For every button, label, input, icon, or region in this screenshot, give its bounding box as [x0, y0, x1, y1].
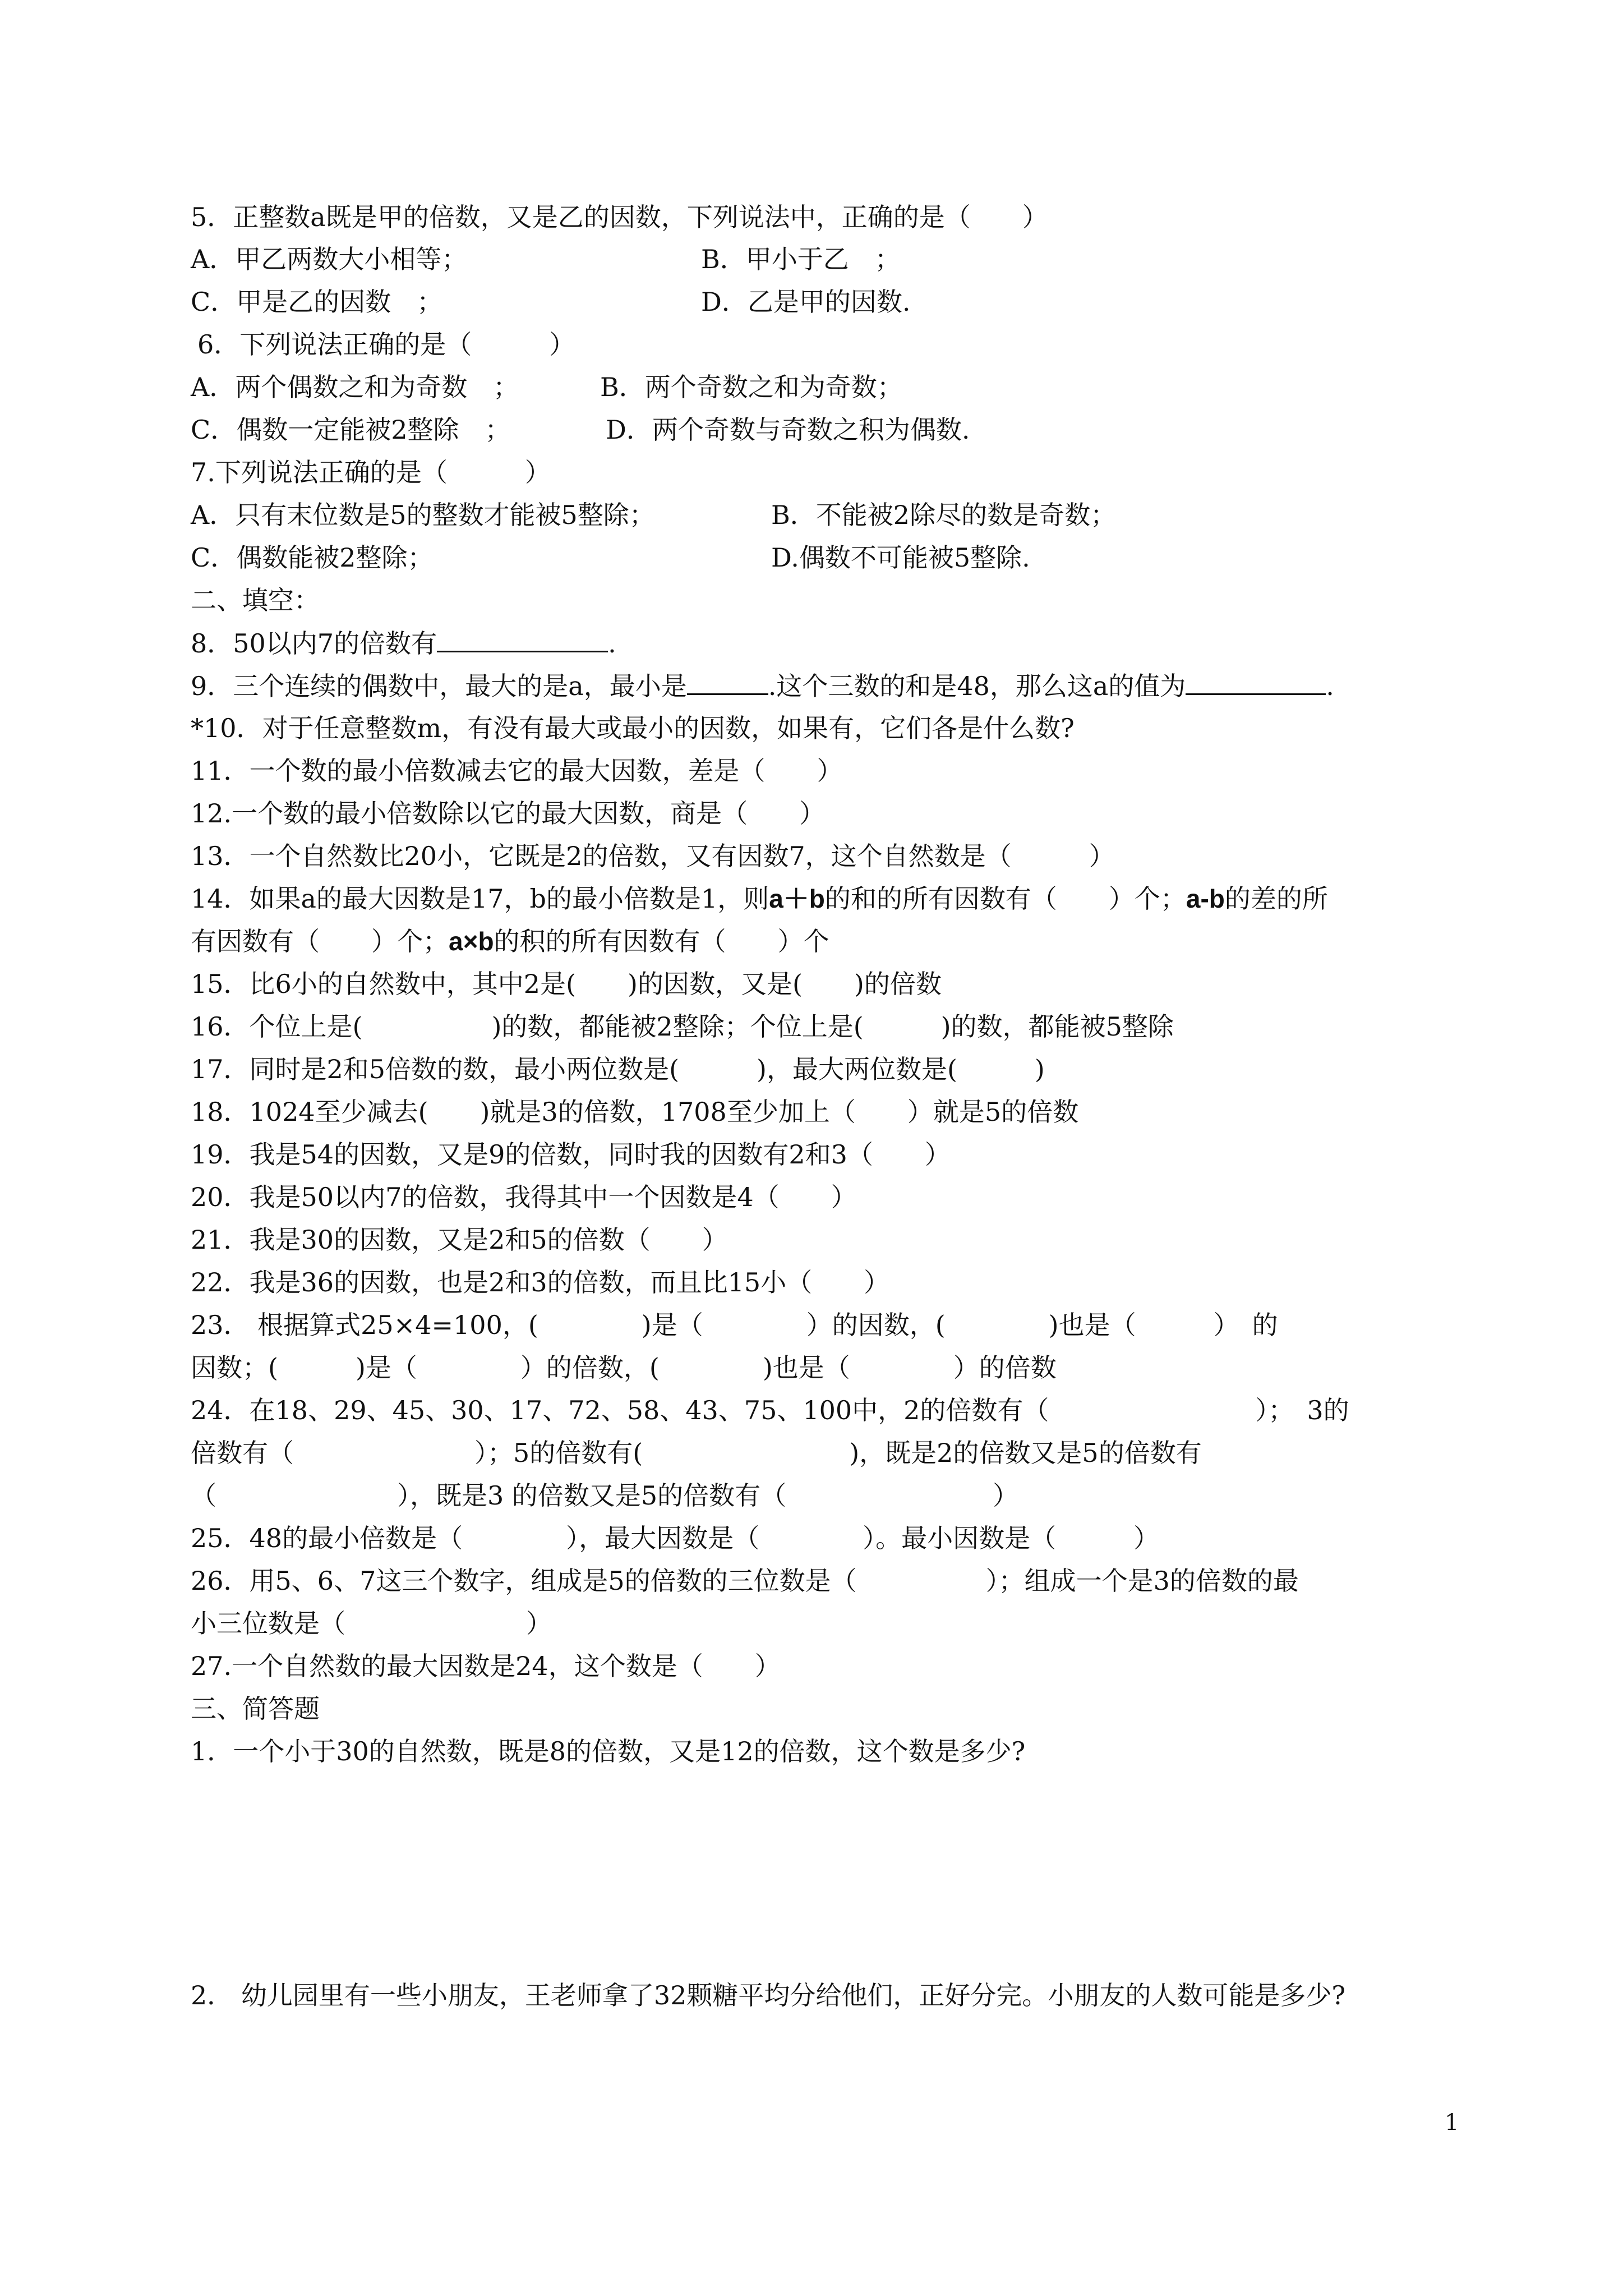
- q9-text-start: 9．三个连续的偶数中，最大的是a，最小是: [191, 671, 687, 701]
- q21-text: 21．我是30的因数，又是2和5的倍数（ ）: [191, 1225, 728, 1255]
- q14-text-c: 的差的所: [1224, 884, 1328, 914]
- q16-text: 16．个位上是( )的数，都能被2整除；个位上是( )的数，都能被5整除: [191, 1011, 1174, 1042]
- q23-line-2: 因数；( )是（ ）的倍数，( )也是（ ）的倍数: [191, 1352, 1057, 1383]
- q6-option-d: D．两个奇数与奇数之积为偶数.: [606, 415, 970, 445]
- q14-text-a: 14．如果a的最大因数是17，b的最小倍数是1，则: [191, 884, 769, 914]
- q9-text-middle: .这个三数的和是48，那么这a的值为: [768, 671, 1186, 701]
- q11-text: 11．一个数的最小倍数减去它的最大因数，差是（ ）: [191, 756, 843, 786]
- q14-text-d: 有因数有（ ）个；: [191, 926, 449, 956]
- q8-text: 8．50以内7的倍数有: [191, 628, 437, 659]
- q6-option-c: C．偶数一定能被2整除 ；: [191, 415, 511, 445]
- q14-expression-product: a×b: [449, 927, 494, 956]
- q5-option-b: B．甲小于乙 ；: [701, 244, 901, 274]
- q24-line-1: 24．在18、29、45、30、17、72、58、43、75、100中，2的倍数有（ ）； 3的: [191, 1395, 1349, 1425]
- q6-option-a: A．两个偶数之和为奇数 ；: [191, 372, 519, 402]
- section-short-answer-heading: 三、简答题: [191, 1694, 320, 1724]
- q27-text: 27.一个自然数的最大因数是24，这个数是（ ）: [191, 1651, 781, 1681]
- q9-end: .: [1326, 671, 1334, 701]
- q15-text: 15．比6小的自然数中，其中2是( )的因数，又是( )的倍数: [191, 969, 942, 999]
- q18-text: 18．1024至少减去( )就是3的倍数，1708至少加上（ ）就是5的倍数: [191, 1097, 1079, 1127]
- q25-text: 25．48的最小倍数是（ ），最大因数是（ ）。最小因数是（ ）: [191, 1523, 1160, 1553]
- q9-answer-blank-1[interactable]: [687, 669, 768, 695]
- short-answer-1: 1．一个小于30的自然数，既是8的倍数，又是12的倍数，这个数是多少?: [191, 1736, 1026, 1766]
- q6-stem: 6．下列说法正确的是（ ）: [197, 329, 575, 360]
- q8-line: [191, 626, 616, 660]
- q14-expression-sum: a＋b: [769, 884, 825, 913]
- q7-stem: 7.下列说法正确的是（ ）: [191, 457, 551, 487]
- q7-option-d: D.偶数不可能被5整除.: [771, 542, 1030, 573]
- q5-option-a: A．甲乙两数大小相等；: [191, 244, 468, 274]
- q5-option-d: D．乙是甲的因数.: [701, 287, 911, 317]
- q14-line-1: [191, 882, 1328, 915]
- q12-text: 12.一个数的最小倍数除以它的最大因数，商是（ ）: [191, 798, 826, 829]
- q7-option-a: A．只有末位数是5的整数才能被5整除；: [191, 500, 655, 530]
- q5-stem: 5．正整数a既是甲的倍数，又是乙的因数，下列说法中，正确的是（ ）: [191, 202, 1048, 232]
- q8-end: .: [608, 628, 616, 659]
- q14-line-2: [191, 924, 829, 958]
- q14-expression-difference: a-b: [1186, 884, 1225, 913]
- section-fill-in-heading: 二、填空：: [191, 585, 320, 615]
- q14-text-b: 的和的所有因数有（ ）个；: [824, 884, 1186, 914]
- q8-answer-blank[interactable]: [437, 626, 608, 652]
- q26-line-2: 小三位数是（ ）: [191, 1608, 552, 1639]
- q24-line-3: （ ），既是3 的倍数又是5的倍数有（ ）: [191, 1480, 1019, 1511]
- q7-option-b: B．不能被2除尽的数是奇数；: [771, 500, 1117, 530]
- page-number: 1: [1445, 2110, 1459, 2136]
- q20-text: 20．我是50以内7的倍数，我得其中一个因数是4（ ）: [191, 1182, 857, 1212]
- q6-option-b: B．两个奇数之和为奇数；: [600, 372, 903, 402]
- q23-line-1: 23． 根据算式25×4=100，( )是（ ）的因数，( )也是（ ） 的: [191, 1310, 1278, 1340]
- q13-text: 13．一个自然数比20小，它既是2的倍数，又有因数7，这个自然数是（ ）: [191, 841, 1115, 871]
- short-answer-2: 2． 幼儿园里有一些小朋友，王老师拿了32颗糖平均分给他们，正好分完。小朋友的人数可能是多少?: [191, 1980, 1346, 2010]
- q5-option-c: C．甲是乙的因数 ；: [191, 287, 443, 317]
- q24-line-2: 倍数有（ ）；5的倍数有( )，既是2的倍数又是5的倍数有: [191, 1438, 1202, 1468]
- q10-text: *10．对于任意整数m，有没有最大或最小的因数，如果有，它们各是什么数?: [191, 713, 1075, 743]
- q14-text-e: 的积的所有因数有（ ）个: [494, 926, 829, 956]
- q17-text: 17．同时是2和5倍数的数，最小两位数是( )，最大两位数是( ): [191, 1054, 1045, 1084]
- q22-text: 22．我是36的因数，也是2和3的倍数，而且比15小（ ）: [191, 1267, 890, 1297]
- q9-answer-blank-2[interactable]: [1186, 669, 1326, 695]
- q26-line-1: 26．用5、6、7这三个数字，组成是5的倍数的三位数是（ ）；组成一个是3的倍数的最: [191, 1566, 1299, 1596]
- q9-line: [191, 669, 1334, 702]
- q19-text: 19．我是54的因数，又是9的倍数，同时我的因数有2和3（ ）: [191, 1139, 951, 1170]
- q7-option-c: C．偶数能被2整除；: [191, 542, 434, 573]
